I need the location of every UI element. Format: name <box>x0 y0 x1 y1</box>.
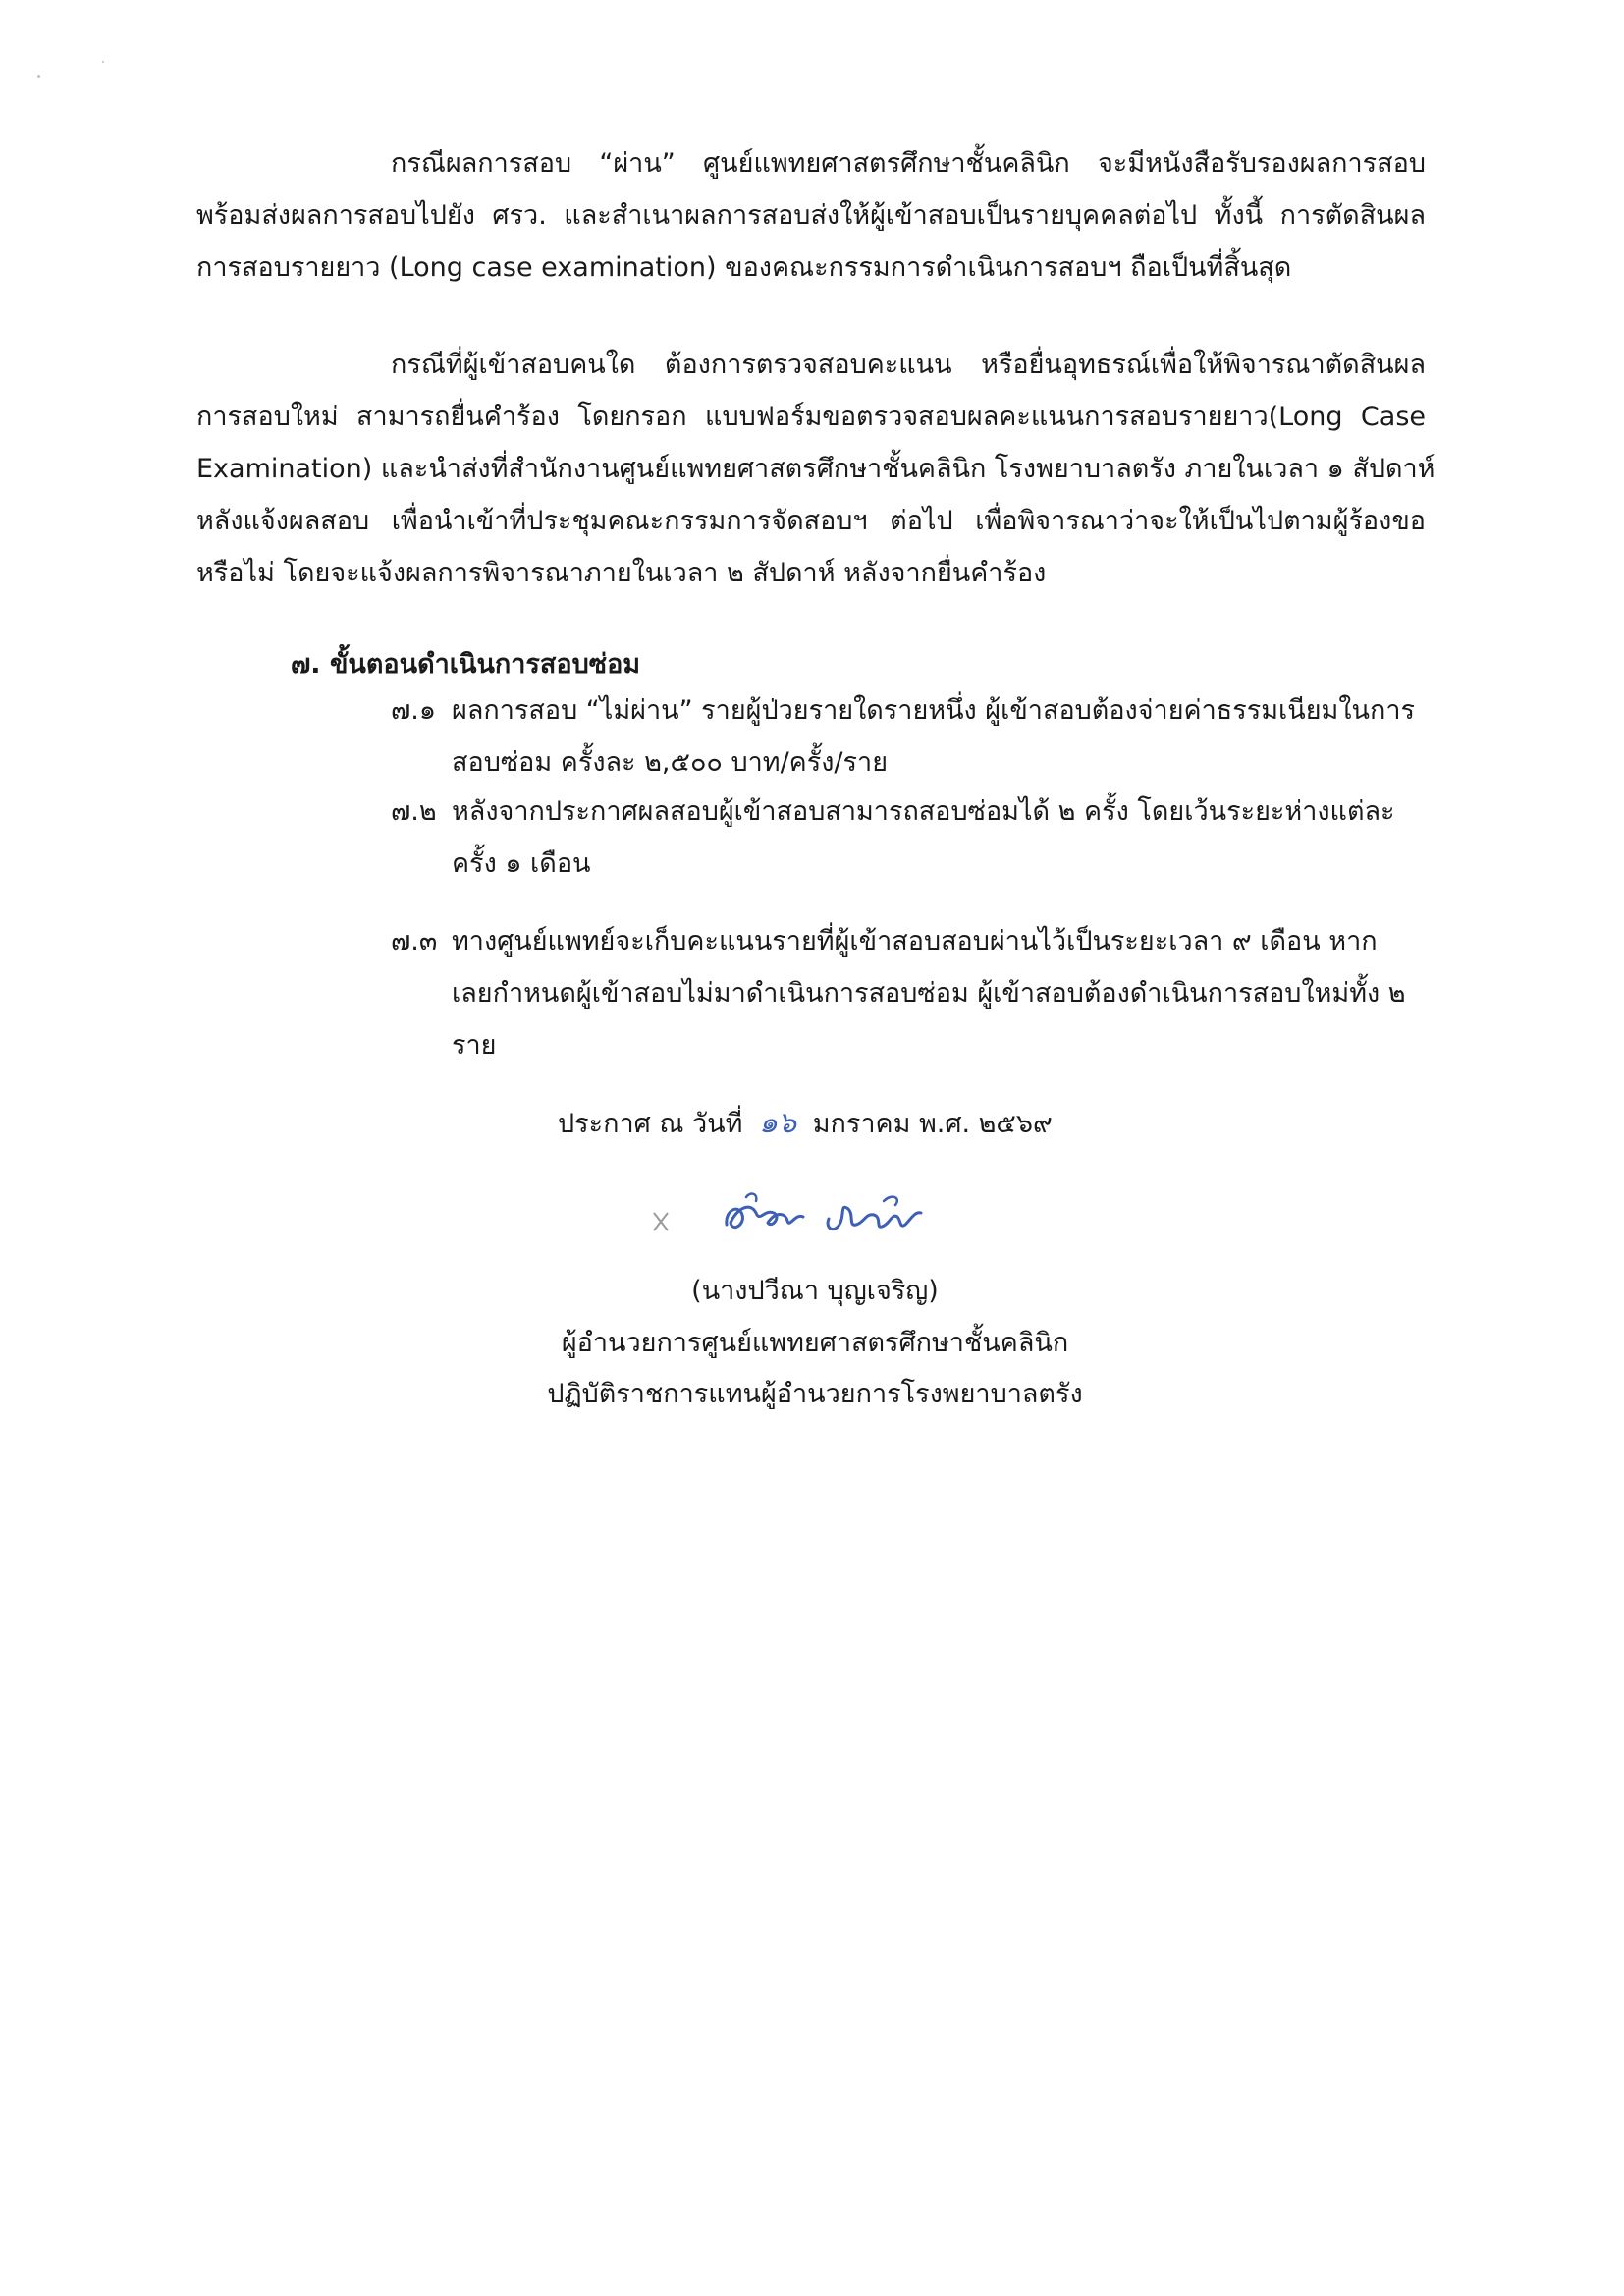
section-item <box>391 786 1422 890</box>
section-item <box>391 915 1422 1071</box>
signature-image <box>648 1183 943 1252</box>
scan-speck <box>37 75 40 78</box>
paragraph-line: หรือไม่ โดยจะแจ้งผลการพิจารณาภายในเวลา ๒ สัปดาห์ หลังจากยื่นคำร้อง <box>196 558 1047 588</box>
paragraph-line: พร้อมส่งผลการสอบไปยัง ศรว. และสำเนาผลการสอบส่งให้ผู้เข้าสอบเป็นรายบุคคลต่อไป ทั้งนี้ การตัดสินผล <box>196 200 1426 231</box>
paragraph-line: การสอบรายยาว (Long case examination) ของคณะกรรมการดำเนินการสอบฯ ถือเป็นที่สิ้นสุด <box>196 252 1292 283</box>
announcement-date <box>558 1097 1053 1150</box>
paragraph-line: กรณีที่ผู้เข้าสอบคนใด ต้องการตรวจสอบคะแนน หรือยื่นอุทธรณ์เพื่อให้พิจารณาตัดสินผล <box>391 350 1426 380</box>
signatory-acting-position: ปฏิบัติราชการแทนผู้อำนวยการโรงพยาบาลตรัง <box>547 1379 1083 1409</box>
item-line: หลังจากประกาศผลสอบผู้เข้าสอบสามารถสอบซ่อมได้ ๒ ครั้ง โดยเว้นระยะห่างแต่ละ <box>452 796 1395 827</box>
announcement-prefix: ประกาศ ณ วันที่ <box>558 1109 743 1139</box>
paragraph-exam-pass <box>196 137 1426 294</box>
item-line: ครั้ง ๑ เดือน <box>452 848 591 879</box>
paragraph-line: หลังแจ้งผลสอบ เพื่อนำเข้าที่ประชุมคณะกรรมการจัดสอบฯ ต่อไป เพื่อพิจารณาว่าจะให้เป็นไปตามผู้ร้องขอ <box>196 506 1426 536</box>
section-heading: ๗. ขั้นตอนดำเนินการสอบซ่อม <box>291 649 641 680</box>
item-line: เลยกำหนดผู้เข้าสอบไม่มาดำเนินการสอบซ่อม ผู้เข้าสอบต้องดำเนินการสอบใหม่ทั้ง ๒ <box>452 978 1406 1009</box>
item-number: ๗.๑ <box>391 695 437 726</box>
item-number: ๗.๒ <box>391 796 437 827</box>
section-item <box>391 684 1422 789</box>
item-line: ทางศูนย์แพทย์จะเก็บคะแนนรายที่ผู้เข้าสอบสอบผ่านไว้เป็นระยะเวลา ๙ เดือน หาก <box>452 926 1378 957</box>
handwritten-day: ๑๖ <box>759 1106 797 1140</box>
item-line: ราย <box>452 1030 497 1061</box>
paragraph-line: Examination) และนำส่งที่สำนักงานศูนย์แพทยศาสตรศึกษาชั้นคลินิก โรงพยาบาลตรัง ภายในเวลา ๑ สัปดาห์ <box>196 454 1435 484</box>
paragraph-appeal <box>196 339 1435 599</box>
item-number: ๗.๓ <box>391 926 438 957</box>
scan-speck <box>102 61 104 63</box>
item-line: สอบซ่อม ครั้งละ ๒,๕๐๐ บาท/ครั้ง/ราย <box>452 747 889 778</box>
signatory-position: ผู้อำนวยการศูนย์แพทยศาสตรศึกษาชั้นคลินิก <box>561 1328 1069 1358</box>
paragraph-line: การสอบใหม่ สามารถยื่นคำร้อง โดยกรอก แบบฟอร์มขอตรวจสอบผลคะแนนการสอบรายยาว(Long Case <box>196 402 1426 432</box>
announcement-suffix: มกราคม พ.ศ. ๒๕๖๙ <box>812 1109 1053 1139</box>
signatory-name: (นางปวีณา บุญเจริญ) <box>691 1276 939 1306</box>
paragraph-line: กรณีผลการสอบ “ผ่าน” ศูนย์แพทยศาสตรศึกษาชั้นคลินิก จะมีหนังสือรับรองผลการสอบ <box>391 148 1426 179</box>
item-line: ผลการสอบ “ไม่ผ่าน” รายผู้ป่วยรายใดรายหนึ่ง ผู้เข้าสอบต้องจ่ายค่าธรรมเนียมในการ <box>452 695 1415 726</box>
